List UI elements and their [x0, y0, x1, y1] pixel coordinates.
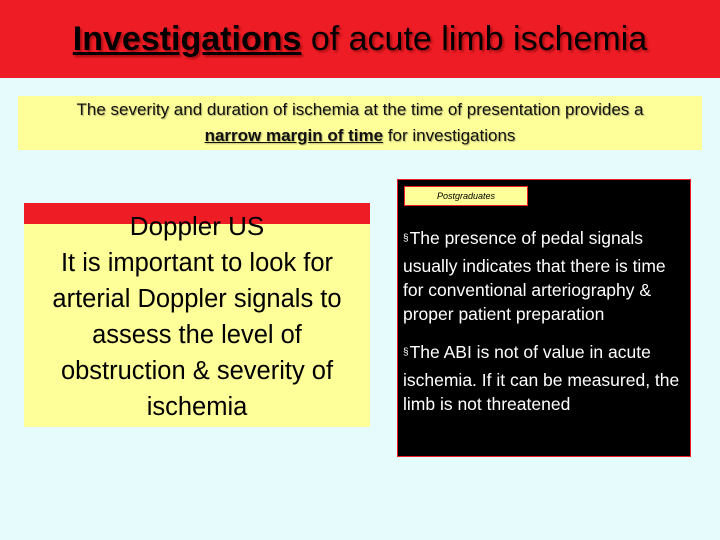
- bullet-marker: §: [403, 233, 409, 244]
- bullet-item: [403, 226, 689, 326]
- doppler-heading: Doppler US: [129, 211, 265, 241]
- doppler-body: It is important to look for arterial Doppler signals to assess the level of obstruction & severity of ischemia: [52, 249, 342, 421]
- bullet-marker: §: [403, 347, 409, 358]
- intro-box: [18, 96, 702, 150]
- bullet-text: The presence of pedal signals usually indicates that there is time for conventional arteriography & proper patient preparation: [403, 228, 666, 324]
- doppler-body-wrap: [28, 245, 366, 425]
- bullet-item: [403, 340, 689, 416]
- bullet-text: The ABI is not of value in acute ischemia. If it can be measured, the limb is not threatened: [403, 342, 680, 414]
- title-rest: of acute limb ischemia: [301, 20, 648, 58]
- postgraduates-badge: Postgraduates: [404, 186, 528, 206]
- bullet-list: [403, 226, 689, 430]
- intro-text-end: for investigations: [383, 126, 516, 145]
- intro-emphasis: narrow margin of time: [204, 126, 384, 145]
- intro-text: The severity and duration of ischemia at the time of presentation provides a: [76, 100, 644, 119]
- title-bar: [0, 0, 720, 78]
- note-panel: [397, 179, 691, 457]
- title-emphasis: Investigations: [72, 20, 302, 58]
- slide-title: [0, 20, 720, 59]
